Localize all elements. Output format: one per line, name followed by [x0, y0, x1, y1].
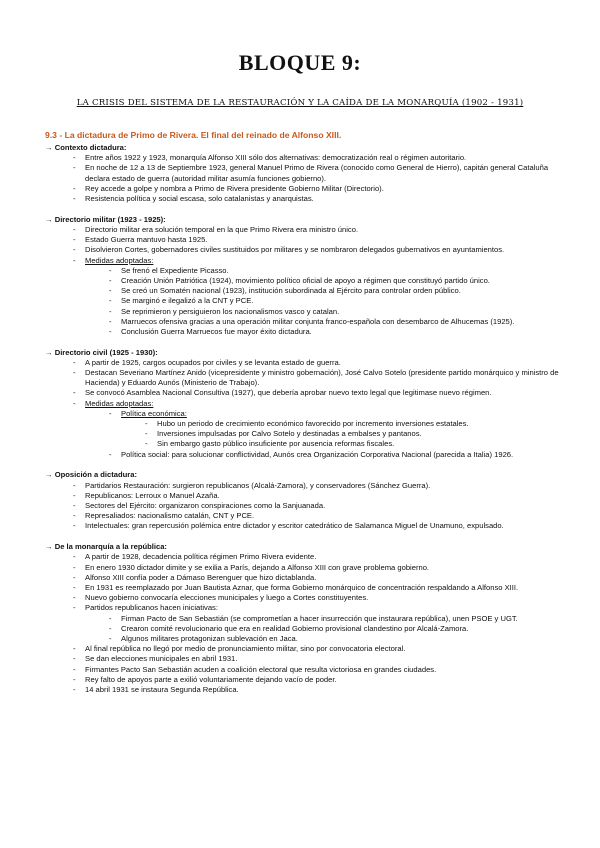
- list-item: - Estado Guerra mantuvo hasta 1925.: [45, 235, 565, 245]
- section-heading: → Contexto dictadura:: [45, 143, 127, 152]
- sub-sub-list-item: - Inversiones impulsadas por Calvo Sotelo y destinadas a embalses y pantanos.: [121, 429, 565, 439]
- list-item: - Destacan Severiano Martínez Anido (vicepresidente y ministro gobernación), José Calvo Sotelo (presidente partido monárquico y ministro de Hacienda) y Eduardo Aunós (Ministerio de Trabajo).: [45, 368, 565, 388]
- list-item: - Entre años 1922 y 1923, monarquía Alfonso XIII sólo dos alternativas: democratización real o régimen autoritario.: [45, 153, 565, 163]
- sub-list-item: - Marruecos ofensiva gracias a una operación militar conjunta franco-española con desembarco de Alhucemas (1925).: [85, 317, 565, 327]
- list-item: - Intelectuales: gran repercusión polémica entre dictador y escritor catedrático de Salamanca Miguel de Unamuno, expulsado.: [45, 521, 565, 531]
- list-item: - Nuevo gobierno convocaría elecciones municipales y luego a Cortes constituyentes.: [45, 593, 565, 603]
- list-item: - Firmantes Pacto San Sebastián acuden a coalición electoral que resulta victoriosa en grandes ciudades.: [45, 665, 565, 675]
- sub-list-item: - Algunos militares protagonizan sublevación en Jaca.: [85, 634, 565, 644]
- list-item: - Se convocó Asamblea Nacional Consultiva (1927), que debería aprobar nuevo texto legal que legitimase nuevo régimen.: [45, 388, 565, 398]
- bullet-list: [45, 225, 565, 337]
- section-directorio-civil: [45, 348, 565, 460]
- section-oposicion: [45, 470, 565, 531]
- page-title: BLOQUE 9:: [238, 50, 362, 75]
- list-item: - En 1931 es reemplazado por Juan Bautista Aznar, que forma Gobierno monárquico de concentración respaldando a Alfonso XIII.: [45, 583, 565, 593]
- section-heading: → Directorio militar (1923 - 1925):: [45, 214, 166, 224]
- list-item: - A partir de 1925, cargos ocupados por civiles y se levanta estado de guerra.: [45, 358, 565, 368]
- section-monarquia-republica: [45, 542, 565, 695]
- sub-list-item: - Firman Pacto de San Sebastián (se comprometían a hacer insurrección que instaurara república), unen PSOE y UGT.: [85, 614, 565, 624]
- bullet-list: [45, 552, 565, 695]
- bullet-list: [45, 481, 565, 532]
- sub-sub-list: [121, 419, 565, 450]
- list-item: - Partidarios Restauración: surgieron republicanos (Alcalá-Zamora), y conservadores (Sánchez Guerra).: [45, 481, 565, 491]
- sub-list-item: - Creación Unión Patriótica (1924), movimiento político oficial de apoyo a régimen que constituyó partido único.: [85, 276, 565, 286]
- section-heading: → De la monarquía a la república:: [45, 542, 167, 552]
- sub-list-item: - Se marginó e ilegalizó a la CNT y PCE.: [85, 296, 565, 306]
- measures-label: Medidas adoptadas:: [85, 255, 154, 265]
- list-item: [45, 603, 565, 644]
- list-item: [45, 256, 565, 338]
- sub-list-item: - Política social: para solucionar conflictividad, Aunós crea Organización Corporativa Nacional (parecida a Italia) 1926.: [85, 450, 565, 460]
- sub-sub-list-item: - Sin embargo gasto público insuficiente por ausencia reformas fiscales.: [121, 439, 565, 449]
- list-item: - Represaliados: nacionalismo catalán, CNT y PCE.: [45, 511, 565, 521]
- page-subtitle: LA CRISIS DEL SISTEMA DE LA RESTAURACIÓN Y LA CAÍDA DE LA MONARQUÍA (1902 - 1931): [76, 98, 524, 108]
- list-item: - A partir de 1928, decadencia política régimen Primo Rivera evidente.: [45, 552, 565, 562]
- list-item: - Republicanos: Lerroux o Manuel Azaña.: [45, 491, 565, 501]
- sub-list: [85, 266, 565, 337]
- list-item: - Resistencia política y social escasa, solo catalanistas y anarquistas.: [45, 194, 565, 204]
- list-item: - 14 abril 1931 se instaura Segunda República.: [45, 685, 565, 695]
- section-contexto: [45, 143, 565, 204]
- economic-policy-label: Política económica:: [121, 408, 187, 418]
- list-item: - Se dan elecciones municipales en abril 1931.: [45, 654, 565, 664]
- sub-list: [85, 409, 565, 460]
- list-item: - Alfonso XIII confía poder a Dámaso Berenguer que hizo dictablanda.: [45, 573, 565, 583]
- list-item: - Rey accede a golpe y nombra a Primo de Rivera presidente Gobierno Militar (Directorio).: [45, 184, 565, 194]
- list-item: [45, 399, 565, 460]
- content-body: [45, 143, 565, 706]
- list-item: - En noche de 12 a 13 de Septiembre 1923, general Manuel Primo de Rivera (conocido como General de Hierro), capitán general Cataluña declara estado de guerra (autoridad militar asumía funciones gobierno).: [45, 163, 565, 183]
- sub-list-item: - Se frenó el Expediente Picasso.: [85, 266, 565, 276]
- bullet-list: [45, 153, 565, 204]
- measures-label: Medidas adoptadas:: [85, 398, 154, 408]
- section-title: 9.3 - La dictadura de Primo de Rivera. El final del reinado de Alfonso XIII.: [45, 130, 342, 140]
- list-item: - Disolvieron Cortes, gobernadores civiles sustituidos por militares y se nombraron delegados gubernativos en ayuntamientos.: [45, 245, 565, 255]
- sub-list-item: [85, 409, 565, 450]
- list-item: - Sectores del Ejército: organizaron conspiraciones como la Sanjuanada.: [45, 501, 565, 511]
- initiatives-label: Partidos republicanos hacen iniciativas:: [85, 603, 218, 613]
- sub-list-item: - Se reprimieron y persiguieron los nacionalismos vasco y catalan.: [85, 307, 565, 317]
- sub-list-item: - Se creó un Somatén nacional (1923), institución subordinada al Ejército para controlar orden público.: [85, 286, 565, 296]
- section-directorio-militar: [45, 215, 565, 337]
- sub-list-item: - Crearon comité revolucionario que era en realidad Gobierno provisional clandestino por Alcalá-Zamora.: [85, 624, 565, 634]
- sub-sub-list-item: - Hubo un periodo de crecimiento económico favorecido por incremento inversiones estatales.: [121, 419, 565, 429]
- section-heading: → Oposición a dictadura:: [45, 470, 137, 480]
- list-item: - Al final república no llegó por medio de pronunciamiento militar, sino por convocatoria electoral.: [45, 644, 565, 654]
- list-item: - Directorio militar era solución temporal en la que Primo Rivera era ministro único.: [45, 225, 565, 235]
- list-item: - En enero 1930 dictador dimite y se exilia a París, dejando a Alfonso XIII con grave problema gobierno.: [45, 563, 565, 573]
- sub-list-item: - Conclusión Guerra Marruecos fue mayor éxito dictadura.: [85, 327, 565, 337]
- list-item: - Rey falto de apoyos parte a exilió voluntariamente dejando vacío de poder.: [45, 675, 565, 685]
- section-heading: → Directorio civil (1925 - 1930):: [45, 347, 158, 357]
- sub-list: [85, 614, 565, 645]
- bullet-list: [45, 358, 565, 460]
